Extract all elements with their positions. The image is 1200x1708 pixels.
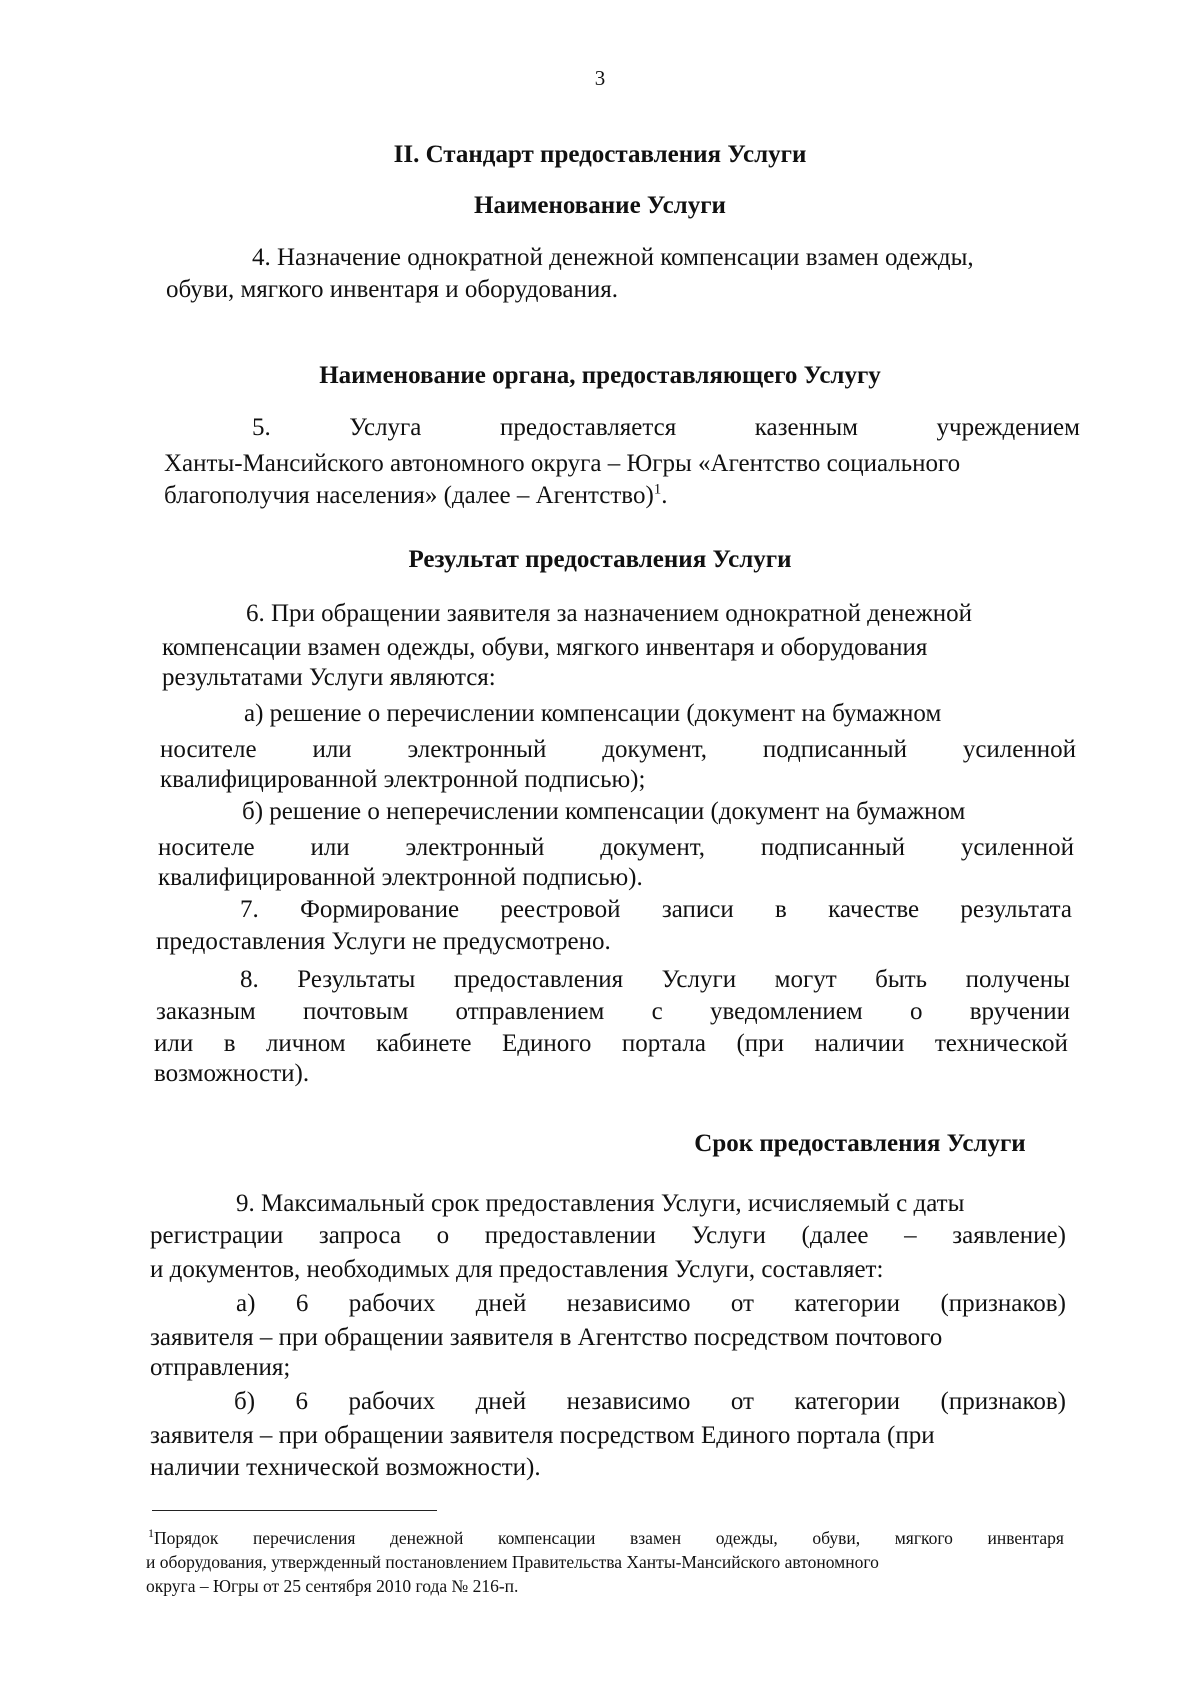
word: (далее [801, 1222, 869, 1249]
word: Услуги [691, 1222, 766, 1249]
p7-line-1 [240, 896, 1072, 924]
word: Порядок [154, 1528, 219, 1548]
footnote-line-1 [148, 1528, 1064, 1549]
p9b-line-3: наличии технической возможности). [150, 1454, 541, 1481]
word: дней [475, 1290, 527, 1317]
p6a-line-3: квалифицированной электронной подписью); [160, 766, 646, 793]
section-title: II. Стандарт предоставления Услуги [393, 141, 807, 168]
word: б) [234, 1388, 256, 1415]
word: результата [960, 896, 1072, 923]
p8-line-3 [154, 1030, 1068, 1058]
p9b-line-1 [234, 1388, 1066, 1416]
word: или [312, 736, 352, 763]
word: 6 [295, 1388, 309, 1415]
word: казенным [754, 414, 858, 441]
p8-line-4: возможности). [154, 1060, 310, 1087]
p6-line-3: результатами Услуги являются: [162, 664, 496, 691]
word: предоставляется [499, 414, 677, 441]
word: носителе [158, 834, 255, 861]
word: с [651, 998, 663, 1025]
p9a-line-2: заявителя – при обращении заявителя в Агентство посредством почтового [150, 1324, 943, 1351]
p5-line-2: Ханты-Мансийского автономного округа – Югры «Агентство социального [164, 450, 961, 477]
word: рабочих [348, 1290, 436, 1317]
p5-line-1 [252, 414, 1080, 442]
p6-line-1: 6. При обращении заявителя за назначением однократной денежной [246, 600, 973, 627]
word: предоставлении [484, 1222, 656, 1249]
word: электронный [405, 834, 545, 861]
word: инвентаря [987, 1528, 1064, 1548]
word: категории [794, 1388, 901, 1415]
word: независимо [566, 1290, 691, 1317]
p9a-line-1 [236, 1290, 1066, 1318]
word: компенсации взамен одежды, обуви, мягкого инвентаря и оборудования [162, 634, 928, 661]
word: в [775, 896, 787, 923]
word: подписанный [760, 834, 905, 861]
page-number: 3 [594, 66, 606, 90]
p6b-line-1: б) решение о неперечислении компенсации (документ на бумажном [242, 798, 966, 825]
word: 8. [240, 966, 259, 993]
p9-line-1: 9. Максимальный срок предоставления Услуги, исчисляемый с даты [236, 1190, 965, 1217]
word: заказным [156, 998, 256, 1025]
p9-line-2 [150, 1222, 1066, 1250]
word: электронный [407, 736, 547, 763]
word: документ, [600, 834, 706, 861]
word [148, 1528, 218, 1549]
footnote-separator [152, 1510, 437, 1511]
word: Результаты [297, 966, 416, 993]
word: качестве [828, 896, 920, 923]
word: личном [265, 1030, 346, 1057]
p6-line-2 [162, 634, 1078, 662]
word: учреждением [936, 414, 1080, 441]
p4-line-2: обуви, мягкого инвентаря и оборудования. [166, 276, 618, 303]
word: вручении [969, 998, 1070, 1025]
word: а) [236, 1290, 256, 1317]
word: в [223, 1030, 236, 1057]
word: реестровой [500, 896, 621, 923]
word: перечисления [252, 1528, 356, 1548]
word: отправлением [455, 998, 605, 1025]
word: мягкого [894, 1528, 953, 1548]
p5-line-3 [164, 482, 668, 510]
word: о [436, 1222, 450, 1249]
p6a-line-2 [160, 736, 1076, 764]
p5-line-3-text: благополучия населения» (далее – Агентство) [164, 482, 654, 509]
footnote-line-2: и оборудования, утвержденный постановлением Правительства Ханты-Мансийского автономного [146, 1552, 879, 1572]
word: Формирование [300, 896, 460, 923]
word: технической [934, 1030, 1068, 1057]
word: (признаков) [940, 1290, 1066, 1317]
word: – [904, 1222, 917, 1249]
word: от [730, 1388, 754, 1415]
word: почтовым [302, 998, 409, 1025]
word: рабочих [348, 1388, 436, 1415]
p9a-line-3: отправления; [150, 1354, 291, 1381]
p6b-line-3: квалифицированной электронной подписью). [158, 864, 643, 891]
footnote-line-3: округа – Югры от 25 сентября 2010 года № 216-п. [146, 1576, 519, 1596]
word: предоставления [453, 966, 624, 993]
heading-organ: Наименование органа, предоставляющего Услугу [319, 362, 881, 389]
p4-line-1: 4. Назначение однократной денежной компенсации взамен одежды, [252, 244, 974, 271]
word: от [730, 1290, 754, 1317]
heading-service-name: Наименование Услуги [474, 192, 726, 219]
word: заявление) [952, 1222, 1066, 1249]
p8-line-1 [240, 966, 1070, 994]
word: записи [661, 896, 734, 923]
p9-line-3: и документов, необходимых для предоставления Услуги, составляет: [150, 1256, 884, 1283]
word: 6 [295, 1290, 309, 1317]
p5-period: . [661, 482, 668, 509]
word: уведомлением [709, 998, 863, 1025]
word: Единого [501, 1030, 592, 1057]
word: документ, [602, 736, 708, 763]
p6b-line-2 [158, 834, 1074, 862]
p6a-line-1: а) решение о перечислении компенсации (документ на бумажном [244, 700, 942, 727]
word: компенсации [497, 1528, 596, 1548]
word: подписанный [762, 736, 907, 763]
footnote-ref: 1 [653, 481, 662, 498]
word: обуви, [812, 1528, 861, 1548]
heading-term: Срок предоставления Услуги [694, 1130, 1026, 1157]
word: (при [736, 1030, 785, 1057]
word: кабинете [376, 1030, 472, 1057]
word: могут [774, 966, 837, 993]
word: о [909, 998, 923, 1025]
word: быть [875, 966, 928, 993]
word: носителе [160, 736, 257, 763]
word: Услуги [661, 966, 737, 993]
p8-line-2 [156, 998, 1070, 1026]
word: усиленной [962, 736, 1076, 763]
word: 7. [240, 896, 259, 923]
word: наличии [814, 1030, 905, 1057]
word: категории [794, 1290, 901, 1317]
word: или [310, 834, 350, 861]
word: запроса [318, 1222, 402, 1249]
word: или [154, 1030, 194, 1057]
word: регистрации [150, 1222, 284, 1249]
word: денежной [389, 1528, 464, 1548]
word: независимо [566, 1388, 691, 1415]
word: портала [621, 1030, 706, 1057]
word: взамен [630, 1528, 682, 1548]
word: получены [965, 966, 1070, 993]
word: (признаков) [940, 1388, 1066, 1415]
p7-line-2: предоставления Услуги не предусмотрено. [156, 928, 611, 955]
word: 5. [252, 414, 271, 441]
heading-result: Результат предоставления Услуги [408, 546, 792, 573]
word: Услуга [349, 414, 422, 441]
word: одежды, [715, 1528, 778, 1548]
p9b-line-2: заявителя – при обращении заявителя посредством Единого портала (при [150, 1422, 935, 1449]
word: дней [475, 1388, 527, 1415]
word: усиленной [960, 834, 1074, 861]
footnote-mark: 1 [148, 1526, 154, 1541]
